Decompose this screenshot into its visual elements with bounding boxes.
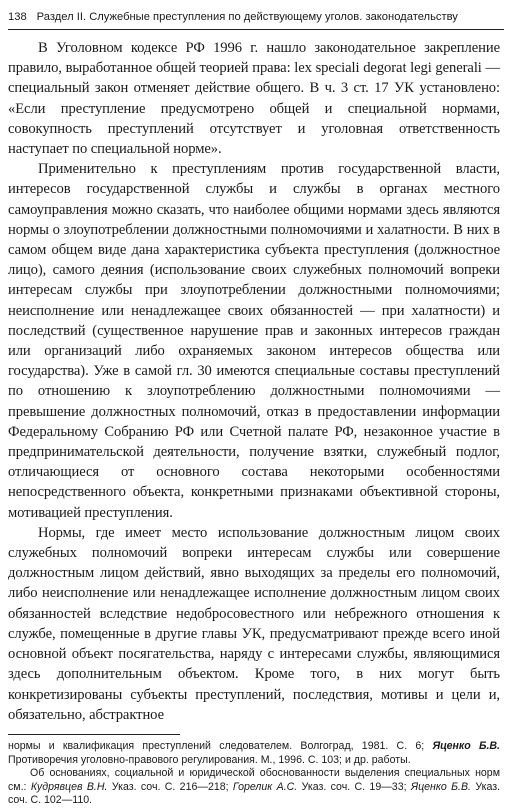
footnote-text: Противоречия уголовно-правового регулирования. М., 1996. С. 103; и др. работы. [8,753,411,766]
footnote-text: нормы и квалификация преступлений следователем. Волгоград, 1981. С. 6; [8,740,433,752]
footnotes [8,740,500,808]
footnote-text: Указ. соч. С. 216—218; [107,780,233,793]
running-title: Раздел II. Служебные преступления по действующему уголов. законодательству [36,11,458,23]
footnote-separator [8,734,180,735]
footnote-continuation [8,740,500,767]
paragraph: В Уголовном кодексе РФ 1996 г. нашло законодательное закрепление правило, выработанное общей теорией права: lex speciali degorat legi generali — специальный закон отменяет действие общего. В ч. 3 ст. 17 УК установлено: «Если преступление предусмотрено общей и специальной нормами, совокупность преступлений отсутствует и уголовная ответственность наступает по специальной норме». [8,40,500,158]
footnote-author: Кудрявцев В.Н. [30,780,108,793]
footnote [8,767,500,808]
paragraph: Применительно к преступлениям против государственной власти, интересов государственной службы и службы в органах местного самоуправления можно сказать, что наиболее общими нормами здесь являются нормы о злоупотреблении должностными полномочиями и халатности. В них в самом общем виде дана характеристика субъекта преступления (должностное лицо), самого деяния (использование своих служебных полномочий вопреки интересам службы при злоупотреблении должностными полномочиями; неисполнение или ненадлежащее своих обязанностей — при халатности) и последствий (существенное нарушение прав и законных интересов граждан или организаций либо охраняемых законом интересов общества или государства). Уже в самой гл. 30 имеются специальные составы преступлений по отношению к злоупотреблению должностными полномочиями — превышение должностных полномочий, отказ в предоставлении информации Федеральному Собранию РФ или Счетной палате РФ, незаконное участие в предпринимательской деятельности, получение взятки, служебный подлог, отличающиеся от основного состава некоторыми особенностями непосредственного объекта, конкретными признаками объективной стороны, мотивацией преступления. [8,161,500,521]
footnote-author: Горелик А.С. [232,780,298,793]
footnote-author: Яценко Б.В. [410,780,471,793]
footnote-text: Об основаниях, социальной и юридической обоснованности выделения специальных норм см.: [8,767,500,793]
footnote-text: Указ. соч. С. 102—110. [8,780,501,807]
main-text [8,38,500,725]
paragraph: Нормы, где имеет место использование должностным лицом своих служебных полномочий вопреки интересам службы или совершение должностным лицом действий, явно выходящих за пределы его полномочий, либо неисполнение или ненадлежащее исполнение должностным лицом своих обязанностей вследствие недобросовестного или небрежного отношения к службе, помещенные в другие главы УК, предусматривают прежде всего иной основной объект посягательства, наряду с интересами службы, являющимися здесь дополнительным объектом. Кроме того, в них могут быть конкретизированы субъекты преступлений, последствия, мотивы и цели и, обязательно, абстрактное [8,524,500,723]
footnote-text: Указ. соч. С. 19—33; [297,780,411,793]
running-header [8,10,504,30]
footnote-author: Яценко Б.В. [432,740,500,752]
page-number: 138 [8,11,27,23]
